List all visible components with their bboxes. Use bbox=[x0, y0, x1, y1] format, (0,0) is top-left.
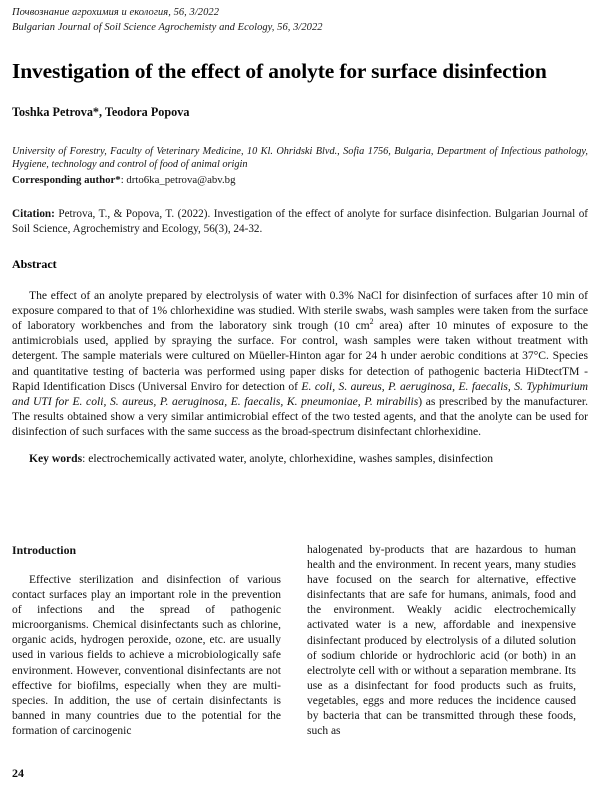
body-columns bbox=[12, 543, 588, 739]
citation-text: Petrova, T., & Popova, T. (2022). Investigation of the effect of anolyte for surface disinfection. Bulgarian Journal of Soil Science, Agrochemistry and Ecology, 56(3), 24-32. bbox=[12, 208, 589, 235]
abstract-part-2: area) after 10 minutes of exposure to the antimicrobials used, applied by spraying the surface. For control, wash samples were taken without treatment with detergent. The sample materials were cultured on Müeller-Hinton agar for 24 h under aerobic conditions at 37°C. Species and quantitative testing of bacteria was performed using paper disks for detection of pathogenic bacteria HiDtectTM - Rapid Identification Discs (Universal Enviro for detection of bbox=[12, 319, 589, 393]
article-authors: Toshka Petrova*, Teodora Popova bbox=[12, 105, 190, 119]
running-head-english: Bulgarian Journal of Soil Science Agrochemisty and Ecology, 56, 3/2022 bbox=[12, 21, 323, 33]
corresponding-author-email[interactable]: drto6ka_petrova@abv.bg bbox=[126, 174, 236, 187]
corresponding-author bbox=[12, 173, 588, 187]
abstract-species-list: E. coli, S. aureus, P. aeruginosa, E. faecalis, S. Typhimurium and UTI for E. coli, S. aureus, P. aeruginosa, E. faecalis, K. pneumoniae, P. mirabilis bbox=[12, 379, 588, 409]
corresponding-author-label: Corresponding author* bbox=[12, 174, 121, 187]
column-right bbox=[307, 543, 576, 739]
running-head bbox=[12, 6, 588, 35]
keywords-text: : electrochemically activated water, anolyte, chlorhexidine, washes samples, disinfection bbox=[82, 451, 494, 465]
column-left bbox=[12, 543, 281, 739]
article-title: Investigation of the effect of anolyte for surface disinfection bbox=[12, 59, 547, 83]
abstract-text bbox=[12, 288, 588, 440]
abstract-heading: Abstract bbox=[12, 256, 57, 271]
keywords-block bbox=[12, 451, 588, 466]
abstract-superscript: 2 bbox=[369, 317, 374, 327]
introduction-heading: Introduction bbox=[12, 543, 77, 557]
corresponding-author-separator: : bbox=[120, 174, 127, 187]
abstract-part-3: ) as prescribed by the manufacturer. The results obtained show a very similar antimicrobial effect of the two tested agents, and that the anolyte can be used for disinfection of such surfaces with the same success as the broad-spectrum disinfectant chlorhexidine. bbox=[12, 395, 588, 439]
citation-label: Citation: bbox=[12, 208, 55, 221]
citation-block bbox=[12, 207, 588, 236]
keywords-label: Key words bbox=[29, 451, 83, 465]
page-number: 24 bbox=[12, 766, 24, 780]
abstract-part-1: The effect of an anolyte prepared by electrolysis of water with 0.3% NaCl for disinfection of surfaces after 10 min of exposure compared to that of 1% chlorhexidine was studied. With sterile swabs, wash samples were taken from the surface of laboratory workbenches and from the laboratory sink trough (10 cm bbox=[12, 288, 588, 332]
running-head-cyrillic: Почвознание агрохимия и екология, 56, 3/2022 bbox=[12, 7, 219, 18]
introduction-paragraph-left: Effective sterilization and disinfection of various contact surfaces play an important role in the prevention of infections and the spread of pathogenic microorganisms. Chemical disinfectants such as chlorine, organic acids, hydrogen peroxide, ozone, etc. are usually used in various fields to achieve a microbiologically safe environment. However, conventional disinfectants are not effective for biofilms, especially when they are multi-species. In addition, the use of certain disinfectants is banned in many countries due to the potential for the formation of carcinogenic bbox=[12, 574, 281, 737]
author-affiliation: University of Forestry, Faculty of Veterinary Medicine, 10 Kl. Ohridski Blvd., Sofia 1756, Bulgaria, Department of Infectious pathology, Hygiene, technology and control of food of animal origin bbox=[12, 146, 588, 171]
introduction-paragraph-right: halogenated by-products that are hazardous to human health and the environment. In recent years, many studies have focused on the search for alternative, effective disinfectants that are safe for humans, animals, food and the environment. Weakly acidic electrochemically activated water is a new, affordable and inexpensive disinfectant produced by electrolysis of a diluted solution of sodium chloride or hydrochloric acid (or both) in an electrolyte cell with or without a separation membrane. Its use as a disinfectant for food products such as fruits, vegetables, eggs and more reduces the incidence caused by bacteria that can be transmitted through these foods, such as bbox=[307, 544, 576, 738]
